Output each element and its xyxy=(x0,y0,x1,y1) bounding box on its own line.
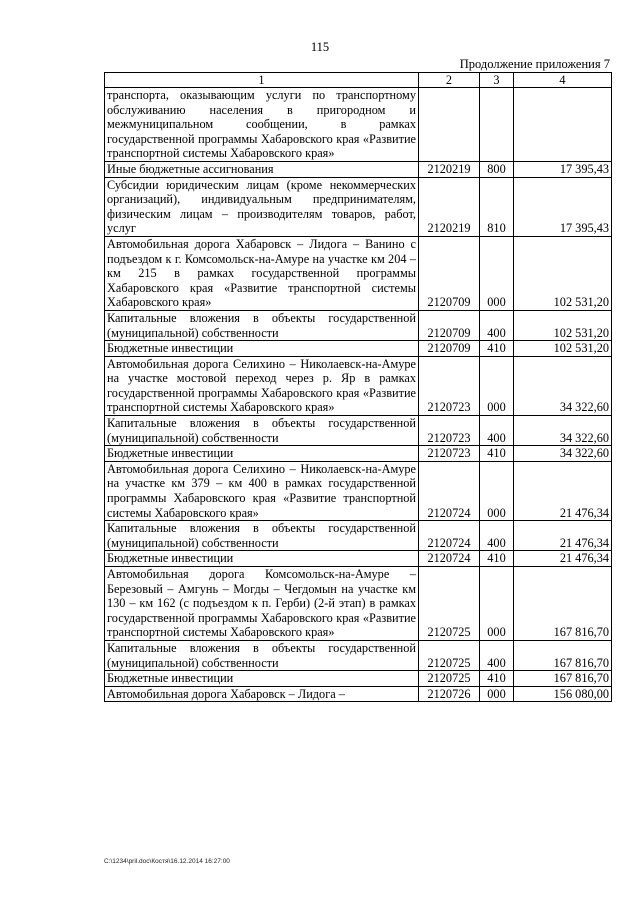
row-amount: 34 322,60 xyxy=(514,356,612,415)
row-expense-type: 810 xyxy=(480,177,514,236)
table-row xyxy=(105,671,612,687)
table-row xyxy=(105,236,612,310)
row-expense-type: 410 xyxy=(480,341,514,357)
row-description: Бюджетные инвестиции xyxy=(105,341,419,357)
table-row xyxy=(105,177,612,236)
row-description: Автомобильная дорога Хабаровск – Лидога – Ванино с подъездом к г. Комсомольск-на-Амуре на участке км 204 – км 215 в рамках государственной программы Хабаровского края «Развитие транспортной системы Хабаровского края» xyxy=(105,236,419,310)
row-expense-type: 000 xyxy=(480,567,514,641)
row-description: Капитальные вложения в объекты государственной (муниципальной) собственности xyxy=(105,310,419,340)
table-row xyxy=(105,356,612,415)
row-description: Бюджетные инвестиции xyxy=(105,671,419,687)
table-row xyxy=(105,161,612,177)
row-target-code xyxy=(419,88,480,162)
row-expense-type: 400 xyxy=(480,310,514,340)
row-amount: 21 476,34 xyxy=(514,461,612,520)
row-expense-type: 400 xyxy=(480,640,514,670)
row-description: Автомобильная дорога Селихино – Николаевск-на-Амуре на участке мостовой переход через р. Яр в рамках государственной программы Хабаровского края «Развитие транспортной системы Хабаровского края» xyxy=(105,356,419,415)
row-amount: 102 531,20 xyxy=(514,236,612,310)
header-col-1: 1 xyxy=(105,73,419,88)
row-expense-type: 410 xyxy=(480,671,514,687)
row-description: Автомобильная дорога Комсомольск-на-Амуре – Березовый – Амгунь – Могды – Чегдомын на участке км 130 – км 162 (с подъездом к п. Герби) (2-й этап) в рамках государственной программы Хабаровского края «Развитие транспортной системы Хабаровского края» xyxy=(105,567,419,641)
row-amount: 102 531,20 xyxy=(514,310,612,340)
row-amount: 102 531,20 xyxy=(514,341,612,357)
row-amount: 34 322,60 xyxy=(514,416,612,446)
row-expense-type: 000 xyxy=(480,686,514,702)
table-header-row xyxy=(105,73,612,88)
row-target-code: 2120726 xyxy=(419,686,480,702)
row-description: Иные бюджетные ассигнования xyxy=(105,161,419,177)
row-amount xyxy=(514,88,612,162)
row-description: транспорта, оказывающим услуги по транспортному обслуживанию населения в пригородном и межмуниципальном сообщении, в рамках государственной программы Хабаровского края «Развитие транспортной системы Хабаровского края» xyxy=(105,88,419,162)
row-amount: 34 322,60 xyxy=(514,446,612,462)
row-description: Субсидии юридическим лицам (кроме некоммерческих организаций), индивидуальным предпринимателям, физическим лицам – производителям товаров, работ, услуг xyxy=(105,177,419,236)
row-target-code: 2120219 xyxy=(419,177,480,236)
row-target-code: 2120725 xyxy=(419,671,480,687)
table-row xyxy=(105,341,612,357)
row-expense-type xyxy=(480,88,514,162)
row-expense-type: 000 xyxy=(480,236,514,310)
row-amount: 21 476,34 xyxy=(514,551,612,567)
row-target-code: 2120723 xyxy=(419,446,480,462)
row-description: Бюджетные инвестиции xyxy=(105,446,419,462)
table-row xyxy=(105,551,612,567)
table-row xyxy=(105,567,612,641)
header-col-3: 3 xyxy=(480,73,514,88)
row-expense-type: 400 xyxy=(480,416,514,446)
row-amount: 167 816,70 xyxy=(514,671,612,687)
row-target-code: 2120709 xyxy=(419,310,480,340)
row-amount: 156 080,00 xyxy=(514,686,612,702)
row-target-code: 2120724 xyxy=(419,521,480,551)
row-target-code: 2120219 xyxy=(419,161,480,177)
table-row xyxy=(105,446,612,462)
continuation-label: Продолжение приложения 7 xyxy=(459,57,610,71)
page-number: 115 xyxy=(310,40,330,54)
row-expense-type: 800 xyxy=(480,161,514,177)
row-expense-type: 000 xyxy=(480,356,514,415)
row-amount: 21 476,34 xyxy=(514,521,612,551)
row-target-code: 2120709 xyxy=(419,236,480,310)
row-expense-type: 000 xyxy=(480,461,514,520)
row-target-code: 2120709 xyxy=(419,341,480,357)
table-row xyxy=(105,310,612,340)
row-target-code: 2120723 xyxy=(419,416,480,446)
row-target-code: 2120723 xyxy=(419,356,480,415)
row-description: Автомобильная дорога Хабаровск – Лидога – xyxy=(105,686,419,702)
row-target-code: 2120725 xyxy=(419,640,480,670)
row-amount: 167 816,70 xyxy=(514,567,612,641)
row-target-code: 2120725 xyxy=(419,567,480,641)
table-row xyxy=(105,686,612,702)
table-row xyxy=(105,640,612,670)
row-description: Капитальные вложения в объекты государственной (муниципальной) собственности xyxy=(105,521,419,551)
file-path-footer: C:\1234\pril.doc\Костя\16.12.2014 16:27:00 xyxy=(104,858,230,865)
header-col-4: 4 xyxy=(514,73,612,88)
row-expense-type: 410 xyxy=(480,446,514,462)
table-row xyxy=(105,461,612,520)
row-description: Капитальные вложения в объекты государственной (муниципальной) собственности xyxy=(105,640,419,670)
row-expense-type: 400 xyxy=(480,521,514,551)
row-amount: 17 395,43 xyxy=(514,161,612,177)
row-description: Автомобильная дорога Селихино – Николаевск-на-Амуре на участке км 379 – км 400 в рамках государственной программы Хабаровского края «Развитие транспортной системы Хабаровского края» xyxy=(105,461,419,520)
header-col-2: 2 xyxy=(419,73,480,88)
row-target-code: 2120724 xyxy=(419,461,480,520)
row-amount: 17 395,43 xyxy=(514,177,612,236)
row-description: Капитальные вложения в объекты государственной (муниципальной) собственности xyxy=(105,416,419,446)
row-target-code: 2120724 xyxy=(419,551,480,567)
row-expense-type: 410 xyxy=(480,551,514,567)
table-row xyxy=(105,88,612,162)
budget-table xyxy=(104,72,612,702)
row-amount: 167 816,70 xyxy=(514,640,612,670)
table-row xyxy=(105,521,612,551)
table-row xyxy=(105,416,612,446)
row-description: Бюджетные инвестиции xyxy=(105,551,419,567)
